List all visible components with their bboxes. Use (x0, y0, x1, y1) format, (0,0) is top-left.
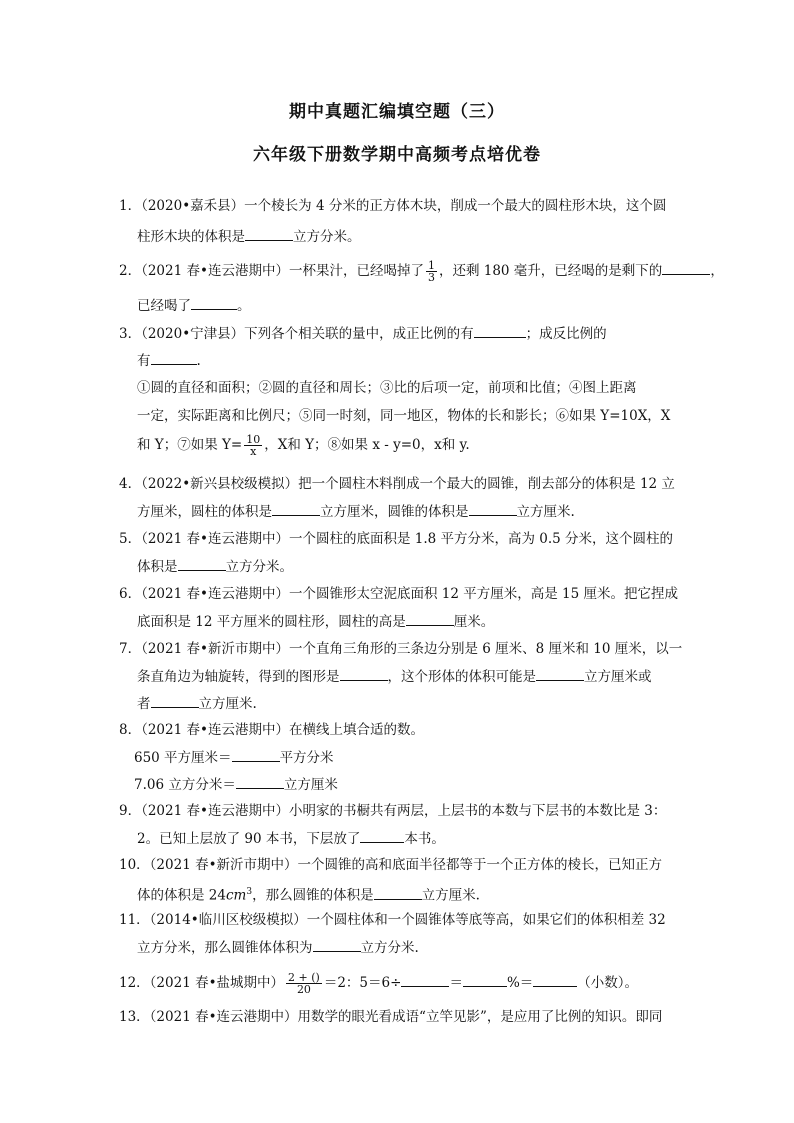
question-7-line-2: 条直角边为轴旋转，得到的图形是 ，这个形体的体积可能是 立方厘米或 (137, 669, 652, 685)
question-3-line-2: 有 . (137, 353, 201, 369)
fraction-expression: $\frac{2 + ()}{20}$ (288, 971, 320, 996)
answer-blank[interactable] (232, 748, 280, 762)
answer-blank[interactable] (463, 973, 507, 987)
answer-blank[interactable] (662, 261, 710, 275)
question-11-line-1: 11．（2014•临川区校级模拟）一个圆柱体和一个圆锥体等底等高，如果它们的体积相差 32 (119, 912, 666, 928)
answer-blank[interactable] (236, 775, 284, 789)
answer-blank[interactable] (474, 324, 526, 338)
question-7-line-3: 者 立方厘米. (137, 696, 257, 712)
page-subtitle: 六年级下册数学期中高频考点培优卷 (253, 145, 541, 165)
question-13-line-1: 13．（2021 春•连云港期中）用数学的眼光看成语“立竿见影”，是应用了比例的知识。即同 (119, 1009, 663, 1025)
page-title: 期中真题汇编填空题（三） (289, 102, 505, 122)
question-5-line-2: 体积是 立方分米。 (137, 559, 293, 575)
question-1-line-2: 柱形木块的体积是 立方分米。 (137, 229, 361, 245)
question-11-line-2: 立方分米，那么圆锥体体积为 立方分米. (137, 940, 419, 956)
answer-blank[interactable] (401, 973, 449, 987)
question-9-line-2: 2。已知上层放了 90 本书，下层放了 本书。 (137, 831, 445, 847)
question-2-line-2: 已经喝了 。 (137, 298, 251, 314)
question-10-line-2: 体的体积是 $24cm^3$，那么圆锥的体积是 立方厘米. (137, 887, 480, 904)
question-6-line-1: 6．（2021 春•连云港期中）一个圆锥形太空泥底面积 12 平方厘米，高是 15 厘米。把它捏成 (119, 586, 678, 602)
fraction-one-third: $\frac{1}{3}$ (427, 259, 435, 284)
answer-blank[interactable] (360, 829, 404, 843)
question-10-line-1: 10．（2021 春•新沂市期中）一个圆锥的高和底面半径都等于一个正方体的棱长，已知正方 (119, 857, 663, 873)
answer-blank[interactable] (406, 612, 454, 626)
question-4-line-2: 方厘米，圆柱的体积是 立方厘米，圆锥的体积是 立方厘米. (137, 504, 575, 520)
question-8-line-3: 7.06 立方分米＝ 立方厘米 (134, 777, 338, 793)
answer-blank[interactable] (313, 938, 361, 952)
question-3-line-3: ①圆的直径和面积；②圆的直径和周长；③比的后项一定，前项和比值；④图上距离 (137, 380, 637, 396)
question-6-line-2: 底面积是 12 平方厘米的圆柱形，圆柱的高是 厘米。 (137, 614, 495, 630)
answer-blank[interactable] (178, 557, 226, 571)
question-2-line-1: 2．（2021 春•连云港期中）一杯果汁，已经喝掉了 $\frac{1}{3}$ ，还剩 180 毫升，已经喝的是剩下的 ， (119, 259, 724, 284)
answer-blank[interactable] (245, 227, 293, 241)
answer-blank[interactable] (533, 973, 577, 987)
question-1-line-1: 1．（2020•嘉禾县）一个棱长为 4 分米的正方体木块，削成一个最大的圆柱形木块，这个圆 (119, 198, 667, 214)
question-8-line-2: 650 平方厘米＝ 平方分米 (134, 750, 334, 766)
question-7-line-1: 7．（2021 春•新沂市期中）一个直角三角形的三条边分别是 6 厘米、8 厘米和 10 厘米，以一 (119, 641, 683, 657)
question-8-line-1: 8．（2021 春•连云港期中）在横线上填合适的数。 (119, 722, 424, 738)
question-5-line-1: 5．（2021 春•连云港期中）一个圆柱的底面积是 1.8 平方分米，高为 0.5 分米，这个圆柱的 (119, 531, 674, 547)
question-9-line-1: 9．（2021 春•连云港期中）小明家的书橱共有两层，上层书的本数与下层书的本数比是 3： (119, 803, 667, 819)
question-3-line-4: 一定，实际距离和比例尺；⑤同一时刻，同一地区，物体的长和影长；⑥如果 Y=10X，X (137, 408, 671, 424)
answer-blank[interactable] (151, 694, 199, 708)
question-4-line-1: 4．（2022•新兴县校级模拟）把一个圆柱木料削成一个最大的圆锥，削去部分的体积是 12 立 (119, 476, 675, 492)
answer-blank[interactable] (151, 351, 197, 365)
question-12-line-1: 12．（2021 春•盐城期中） $\frac{2 + ()}{20}$ ＝2：5＝6÷ ＝ %＝ （小数）。 (119, 971, 639, 996)
answer-blank[interactable] (469, 502, 517, 516)
answer-blank[interactable] (340, 667, 388, 681)
question-3-line-5: 和 Y；⑦如果 Y= $\frac{10}{x}$ ，X和 Y；⑧如果 x - y=0，x和 y. (137, 433, 470, 458)
question-3-line-1: 3．（2020•宁津县）下列各个相关联的量中，成正比例的有 ；成反比例的 (119, 326, 607, 342)
answer-blank[interactable] (374, 886, 422, 900)
answer-blank[interactable] (536, 667, 584, 681)
answer-blank[interactable] (191, 296, 237, 310)
fraction-10-over-x: $\frac{10}{x}$ (246, 433, 261, 458)
answer-blank[interactable] (272, 502, 320, 516)
